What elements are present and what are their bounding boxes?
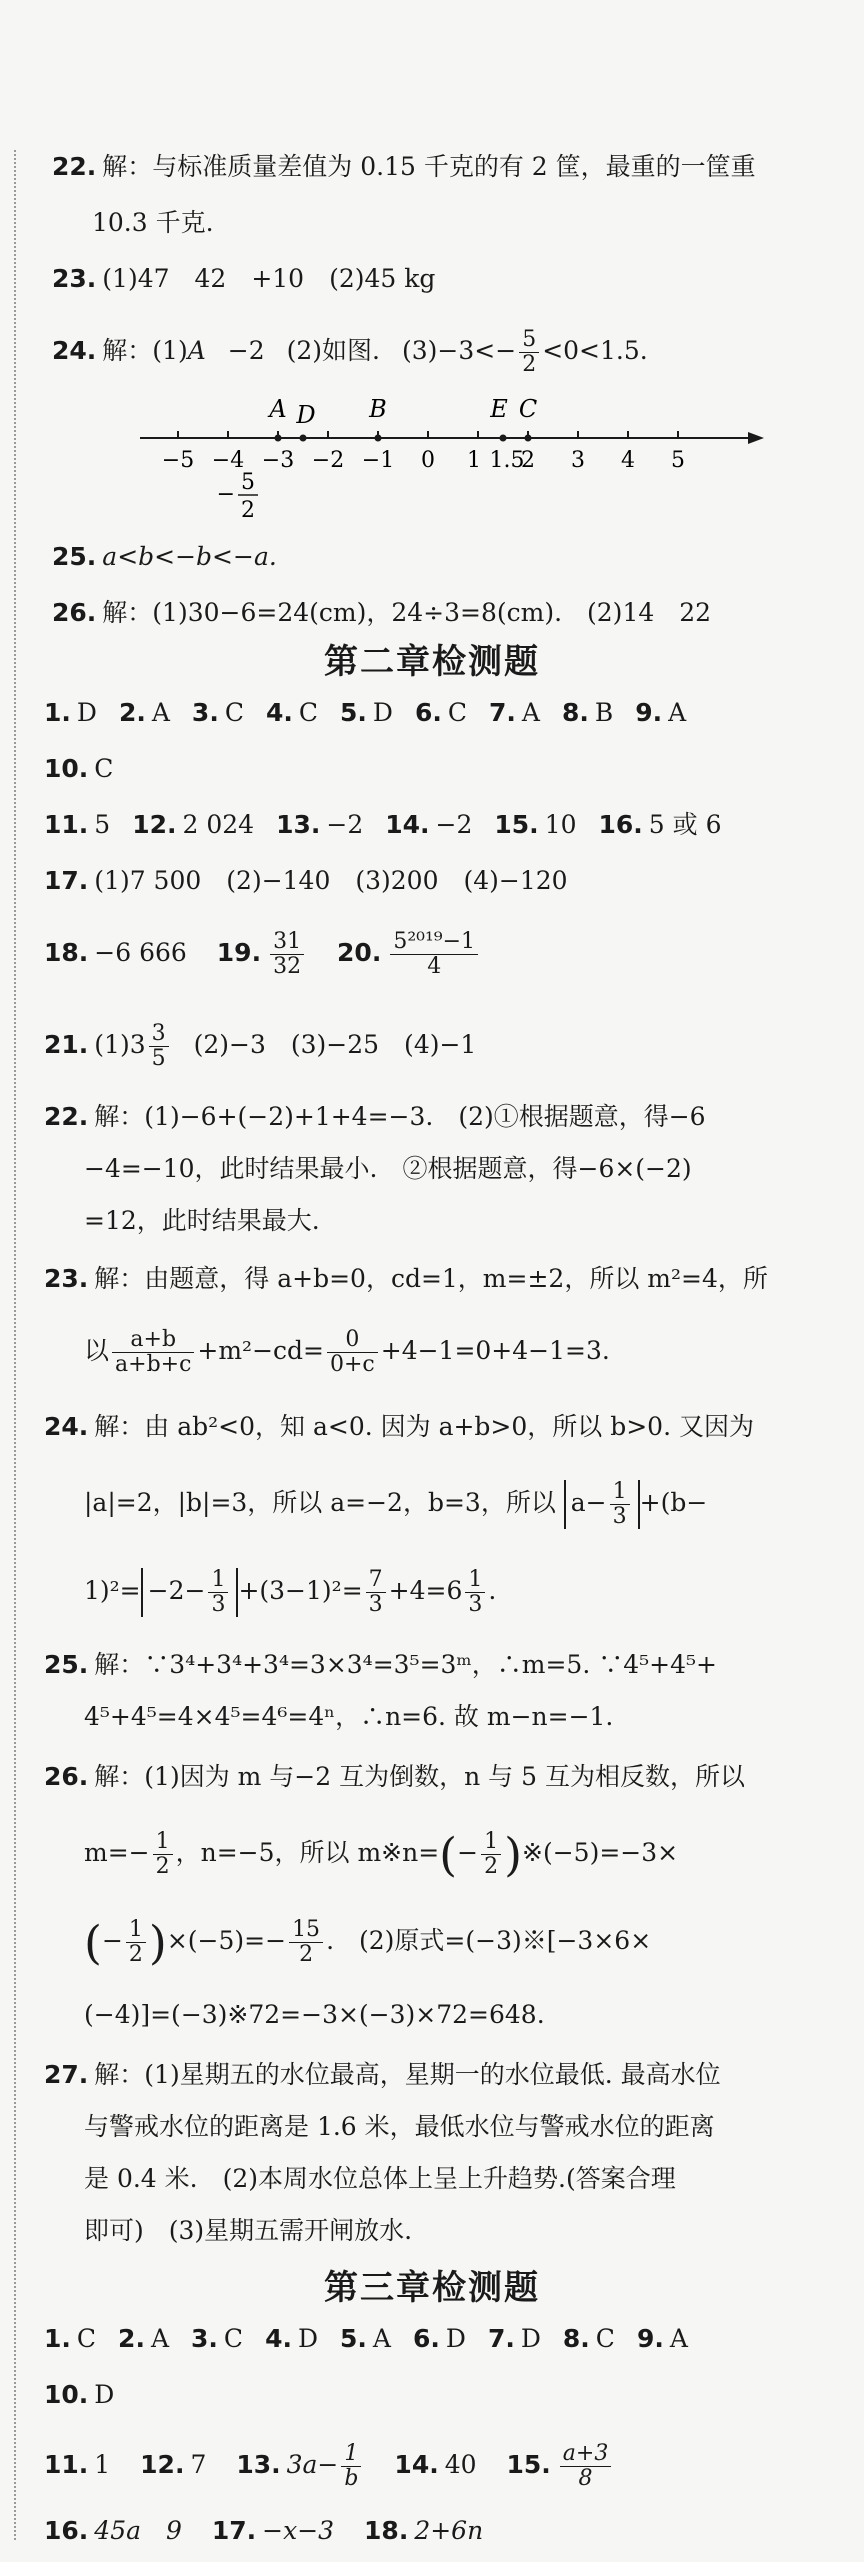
- point-c-dot: [525, 435, 532, 442]
- ch2-fill-number: 11.: [44, 810, 89, 839]
- ch2-mc-answer: A: [151, 698, 170, 727]
- point-d-sign: −: [216, 482, 235, 507]
- ch2-mc-number: 2.: [118, 698, 146, 727]
- ch3-mc-number: 7.: [487, 2324, 515, 2353]
- number-line-tick-label: 1: [467, 448, 481, 473]
- ch3-mc-number: 10.: [44, 2380, 89, 2409]
- ch2-answer-26-line2: m=− $\frac{1}{2}$ ，n=−5，所以 m※n=(− $\frac{1}{2}$ )※(−5)=−3×: [84, 1827, 679, 1882]
- point-a-label: A: [269, 395, 287, 423]
- ch2-answer-23: 23. 解：由题意，得 a+b=0，cd=1，m=±2，所以 m²=4，所: [44, 1264, 768, 1293]
- ch2-fill-number: 14.: [385, 810, 430, 839]
- ch3-mc-number: 9.: [636, 2324, 664, 2353]
- ch2-mc-number: 8.: [561, 698, 589, 727]
- ch3-mc-number: 8.: [562, 2324, 590, 2353]
- ch2-mc-number: 5.: [340, 698, 367, 727]
- ch3-mc-answer: C: [223, 2324, 244, 2353]
- ch2-fill-number: 15.: [494, 810, 539, 839]
- chapter-2-title: 第二章检测题: [324, 642, 540, 682]
- point-a-dot: [275, 435, 282, 442]
- ch2-fill-number: 16.: [598, 810, 643, 839]
- ch2-fill-answer: −2: [326, 810, 364, 839]
- ch2-mc-answer: C: [447, 698, 468, 727]
- answer-24: 24. 解：(1)A −2 (2)如图. (3)−3<− $\frac{5}{2}$ <0<1.5.: [52, 327, 648, 377]
- ch3-mc-answer: D: [297, 2324, 319, 2353]
- ch2-fill-answer: −2: [435, 810, 473, 839]
- point-e-label: E: [490, 395, 508, 423]
- ch2-mc-answer: C: [224, 698, 244, 727]
- ch2-answer-26-line3: (− $\frac{1}{2}$ )×(−5)=− $\frac{15}{2}$ . (2)原式=(−3)※[−3×6×: [84, 1915, 652, 1970]
- ch3-mc-row1: [44, 2322, 836, 2356]
- number-line-tick-label: −5: [161, 448, 195, 473]
- ch2-answer-25: 25. 解：∵3⁴+3⁴+3⁴=3×3⁴=3⁵=3ᵐ，∴m=5. ∵4⁵+4⁵+: [44, 1650, 717, 1679]
- fraction-5-2: $\frac{5}{2}$: [519, 328, 539, 377]
- ch3-mc-number: 5.: [340, 2324, 367, 2353]
- number-line-arrow: [748, 432, 764, 444]
- ch3-mc-row2: [44, 2378, 836, 2412]
- ch2-answer-26-line4: (−4)]=(−3)※72=−3×(−3)×72=648.: [84, 2000, 545, 2029]
- ch2-answer-17: 17. (1)7 500 (2)−140 (3)200 (4)−120: [44, 866, 568, 895]
- ch3-fill-row1: 11. 1 12. 7 13. 3a− $\frac{1}{b}$ 14. 40 15. $\frac{a+3}{8}$: [44, 2442, 836, 2491]
- ch2-mc-answer: C: [298, 698, 319, 727]
- ch2-answer-24-line3: 1)²= −2− $\frac{1}{3}$ +(3−1)²= $\frac{7}{3}$ +4=6 $\frac{1}{3}$ .: [84, 1567, 497, 1617]
- point-b-dot: [375, 435, 382, 442]
- ch2-mc-row1: [44, 696, 836, 730]
- ch2-answer-25-line2: 4⁵+4⁵=4×4⁵=4⁶=4ⁿ，∴n=6. 故 m−n=−1.: [84, 1702, 614, 1731]
- ch2-mc-number: 9.: [635, 698, 663, 727]
- number-line-tick-label: 5: [671, 448, 685, 473]
- number-line-points: [267, 395, 537, 473]
- ch3-mc-answer: D: [94, 2380, 115, 2409]
- number-line: [130, 395, 770, 525]
- point-d-label: D: [296, 401, 316, 429]
- ch2-mc-number: 3.: [191, 698, 219, 727]
- ch2-mc-answer: B: [594, 698, 614, 727]
- answer-25: 25. a<b<−b<−a.: [52, 542, 277, 571]
- ch2-q19-fraction: $\frac{31}{32}$: [270, 930, 304, 979]
- ch2-mc-number: 4.: [265, 698, 293, 727]
- ch2-mc-row2: [44, 752, 836, 786]
- ch2-mc-number: 1.: [44, 698, 71, 727]
- ch2-fill-answer: 5: [94, 810, 111, 839]
- point-c-label: C: [518, 395, 538, 423]
- ch2-fill-answer: 5 或 6: [648, 810, 722, 839]
- answer-22-line2: 10.3 千克.: [92, 208, 214, 237]
- ch3-mc-number: 2.: [118, 2324, 145, 2353]
- number-line-tick-label: 0: [421, 448, 435, 473]
- number-line-tick-label: −2: [311, 448, 345, 473]
- number-line-tick-label: 3: [571, 448, 585, 473]
- ch2-answers-18-20: 18. −6 666 19. $\frac{31}{32}$ 20. $\frac{\text{5²⁰¹⁹−1}}{4}$: [44, 930, 836, 979]
- ch2-fill-answer: 2 024: [182, 810, 255, 839]
- ch2-mc-answer: A: [521, 698, 540, 727]
- ch2-mc-answer: A: [668, 698, 687, 727]
- ch2-answer-21: 21. (1)3 $\frac{3}{5}$ (2)−3 (3)−25 (4)−1: [44, 1021, 477, 1071]
- ch2-answer-22-line3: =12，此时结果最大.: [84, 1206, 320, 1235]
- ch2-answer-26: 26. 解：(1)因为 m 与−2 互为倒数，n 与 5 互为相反数，所以: [44, 1762, 745, 1791]
- chapter-3-title: 第三章检测题: [324, 2268, 540, 2308]
- ch2-fill-number: 12.: [132, 810, 177, 839]
- number-line-tick-label: 4: [621, 448, 635, 473]
- ch2-answer-27: 27. 解：(1)星期五的水位最高，星期一的水位最低. 最高水位: [44, 2060, 721, 2089]
- ch2-mc-answer: C: [94, 754, 114, 783]
- ch3-mc-number: 3.: [191, 2324, 218, 2353]
- point-e-dot: [500, 435, 507, 442]
- ch2-answer-27-line4: 即可) (3)星期五需开闸放水.: [84, 2216, 413, 2245]
- ch3-mc-answer: C: [76, 2324, 97, 2353]
- ch2-mc-number: 6.: [414, 698, 442, 727]
- answer-26: 26. 解：(1)30−6=24(cm)，24÷3=8(cm). (2)14 22: [52, 598, 712, 627]
- number-line-tick-label: −4: [211, 448, 245, 473]
- point-d-denominator: 2: [241, 498, 255, 523]
- ch3-mc-number: 4.: [265, 2324, 292, 2353]
- ch3-mc-answer: D: [445, 2324, 466, 2353]
- number-line-tick-label: −1: [361, 448, 395, 473]
- ch2-fill-number: 13.: [276, 810, 321, 839]
- point-e-value: 1.5: [489, 448, 525, 473]
- point-d-value: [217, 470, 258, 523]
- ch2-fill-answer: 10: [544, 810, 577, 839]
- number-line-tick-label: −3: [261, 448, 295, 473]
- ch3-mc-answer: A: [372, 2324, 391, 2353]
- ch3-mc-answer: C: [595, 2324, 615, 2353]
- ch2-answer-23-line2: 以 $\frac{a+b}{a+b+c}$ +m²−cd= $\frac{0}{0+c}$ +4−1=0+4−1=3.: [84, 1327, 610, 1377]
- ch2-answer-24: 24. 解：由 ab²<0，知 a<0. 因为 a+b>0，所以 b>0. 又因为: [44, 1412, 754, 1441]
- ch3-mc-answer: A: [669, 2324, 688, 2353]
- ch2-answer-24-line2: |a|=2，|b|=3，所以 a=−2，b=3，所以 a− $\frac{1}{3}$ +(b−: [84, 1479, 708, 1529]
- number-line-tick-label: 2: [521, 448, 535, 473]
- ch2-mc-answer: D: [76, 698, 97, 727]
- ch2-fill-row: [44, 808, 836, 842]
- ch2-answer-27-line3: 是 0.4 米. (2)本周水位总体上呈上升趋势.(答案合理: [84, 2164, 676, 2193]
- ch3-mc-answer: D: [520, 2324, 541, 2353]
- answer-23: 23. (1)47 42 +10 (2)45 kg: [52, 264, 436, 293]
- point-d-dot: [300, 435, 307, 442]
- ch2-mc-answer: D: [372, 698, 393, 727]
- answer-22: 22. 解：与标准质量差值为 0.15 千克的有 2 筐，最重的一筐重: [52, 152, 756, 181]
- ch2-answer-22-line2: −4=−10，此时结果最小. ②根据题意，得−6×(−2): [84, 1154, 692, 1183]
- ch3-mc-answer: A: [150, 2324, 170, 2353]
- ch2-answer-27-line2: 与警戒水位的距离是 1.6 米，最低水位与警戒水位的距离: [84, 2112, 715, 2141]
- ch3-mc-number: 6.: [412, 2324, 440, 2353]
- ch2-q20-fraction: $\frac{\text{5²⁰¹⁹−1}}{4}$: [390, 930, 478, 979]
- ch3-mc-number: 1.: [44, 2324, 71, 2353]
- margin-dotted-line: [14, 150, 16, 2540]
- point-d-numerator: 5: [241, 470, 255, 495]
- point-b-label: B: [369, 395, 387, 423]
- ch2-mc-number: 10.: [44, 754, 89, 783]
- ch3-fill-row2: 16. 45a 9 17. −x−3 18. 2+6n: [44, 2516, 484, 2545]
- ch2-mc-number: 7.: [489, 698, 516, 727]
- ch2-answer-22: 22. 解：(1)−6+(−2)+1+4=−3. (2)①根据题意，得−6: [44, 1102, 706, 1131]
